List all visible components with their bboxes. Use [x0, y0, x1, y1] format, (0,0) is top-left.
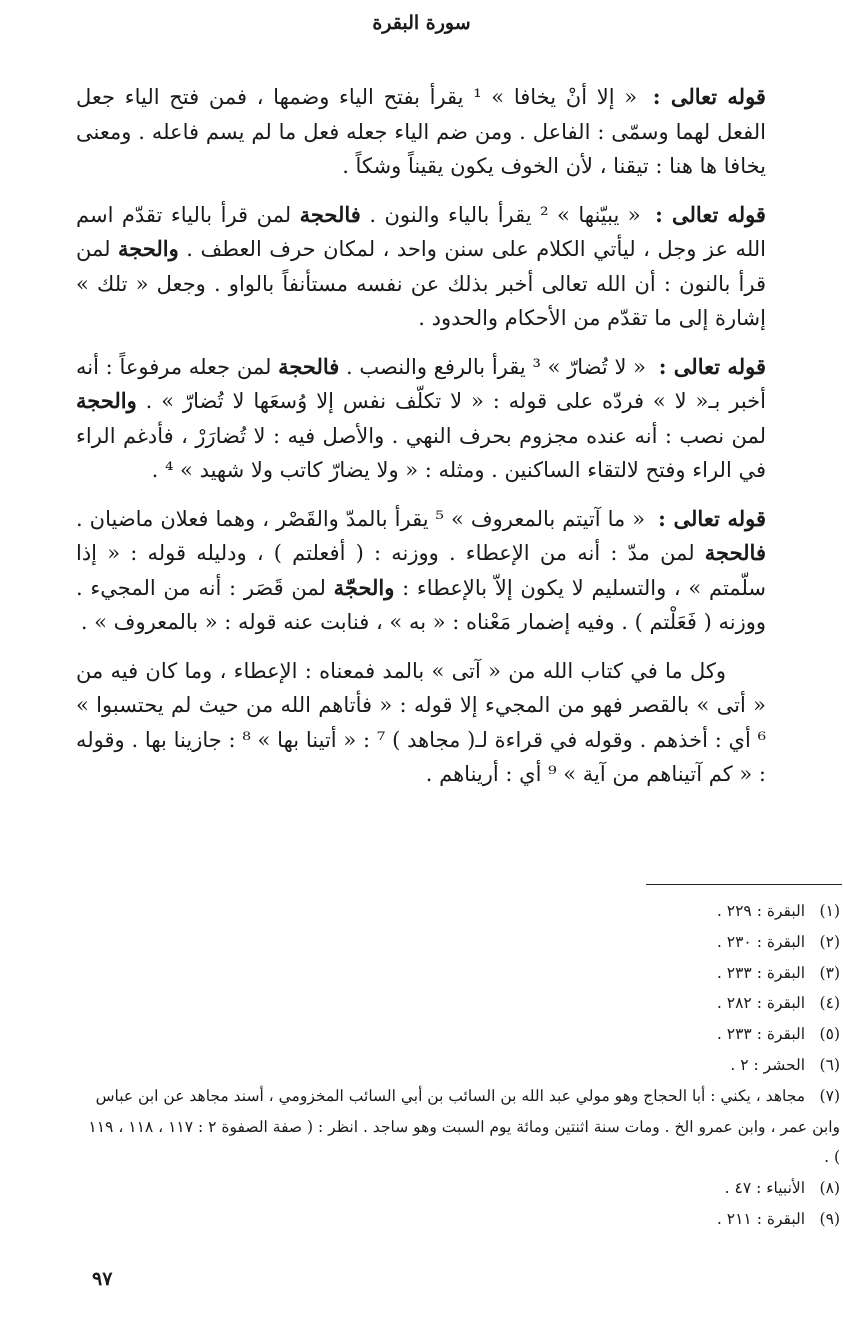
footnote-separator: [646, 884, 842, 885]
paragraph-text: « ما آتيتم بالمعروف » ⁵ يقرأ بالمدّ والقَصْر ، وهما فعلان ماضيان .: [76, 506, 653, 531]
footnote-number: (٩): [819, 1209, 840, 1228]
footnote-text: البقرة : ٢٢٩ .: [716, 902, 806, 920]
footnote: [88, 958, 840, 989]
footnote-number: (١): [819, 902, 840, 920]
paragraph: [76, 80, 766, 184]
footnote-text: الحشر : ٢ .: [730, 1055, 806, 1074]
paragraph-lead: قوله تعالى :: [658, 505, 766, 531]
footnote: [88, 1173, 840, 1204]
footnote-number: (٣): [819, 963, 840, 982]
footnote: [88, 1019, 840, 1050]
paragraph-text: لمن قرأ بالنون : أن الله تعالى أخبر بذلك عن نفسه مستأنفاً بالواو . وجعل « تلك » إشارة إلى ما تقدّم من الأحكام والحدود .: [76, 237, 766, 330]
footnote: [88, 988, 840, 1019]
paragraph-text: لمن قَصَر : أنه من المجيء . ووزنه ( فَعَلْتم ) . وفيه إضمار مَعْناه : « به » ، فنابت عنه قوله : « بالمعروف » .: [76, 575, 766, 634]
page-header-title: سورة البقرة: [372, 12, 471, 34]
paragraph: [76, 502, 766, 640]
footnote: [88, 1204, 840, 1235]
main-text: [76, 80, 766, 806]
footnote-number: (٢): [819, 932, 840, 951]
paragraph-text: لمن قرأ بالياء تقدّم اسم الله عز وجل ، ليأتي الكلام على سنن واحد ، لمكان حرف العطف .: [76, 202, 766, 261]
paragraph-text: لمن جعله مرفوعاً : أنه أخبر بـ« لا » فردّه على قوله : « لا تكلّف نفس إلا وُسعَها لا تُضارّ » .: [76, 354, 766, 413]
keyword: والحجة: [76, 388, 137, 413]
paragraph-lead: قوله تعالى :: [658, 353, 766, 379]
footnote-text: البقرة : ٢٣٣ .: [716, 963, 806, 982]
paragraph-text: لمن نصب : أنه عنده مجزوم بحرف النهي . والأصل فيه : لا تُضارَرْ ، فأدغم الراء في الراء وفتح لالتقاء الساكنين . ومثله : « ولا يضارّ كاتب ولا شهيد » ⁴ .: [76, 423, 766, 482]
footnote-text: البقرة : ٢١١ .: [716, 1209, 806, 1228]
footnote-number: (٨): [819, 1179, 840, 1198]
footnotes: [88, 896, 840, 1235]
keyword: فالحجة: [278, 353, 340, 379]
footnote: [88, 1050, 840, 1081]
footnote-text: البقرة : ٢٨٢ .: [716, 994, 806, 1013]
paragraph-text: وكل ما في كتاب الله من « آتى » بالمد فمعناه : الإعطاء ، وما كان فيه من « أتى » بالقصر فهو من المجيء إلا قوله : « فأتاهم الله من حيث لم يحتسبوا » ⁶ أي : أخذهم . وقوله في قراءة لـ( مجاهد ) ⁷ : « أتينا بها » ⁸ : جازينا بها . وقوله : « كم آتيناهم من آية » ⁹ أي : أريناهم .: [76, 658, 767, 786]
footnote: [88, 927, 840, 958]
keyword: فالحجة: [704, 540, 766, 565]
page-number: ٩٧: [92, 1268, 113, 1290]
keyword: والحجة: [118, 236, 179, 261]
keyword: فالحجة: [299, 201, 361, 227]
footnote-text: البقرة : ٢٣٠ .: [716, 932, 806, 951]
footnote: [88, 896, 840, 927]
paragraph-text: « يبيّنها » ² يقرأ بالياء والنون .: [360, 202, 650, 227]
footnote-number: (٧): [819, 1086, 840, 1105]
footnote-number: (٥): [819, 1025, 840, 1044]
footnote: [88, 1081, 840, 1173]
footnote-text: الأنبياء : ٤٧ .: [724, 1179, 806, 1198]
paragraph-text: « لا تُضارّ » ³ يقرأ بالرفع والنصب .: [339, 354, 653, 379]
keyword: والحجّة: [333, 574, 395, 600]
footnote-number: (٦): [819, 1055, 840, 1074]
paragraph-lead: قوله تعالى :: [652, 84, 766, 109]
footnote-text: البقرة : ٢٣٣ .: [716, 1025, 806, 1044]
footnote-text: مجاهد ، يكني : أبا الحجاج وهو مولي عبد الله بن السائب بن أبي السائب المخزومي ، أسند مجاهد عن ابن عباس وابن عمر ، وابن عمرو الخ . ومات سنة اثنتين ومائة يوم السبت وهو ساجد . انظر : ( صفة الصفوة ٢ : ١١٧ ، ١١٨ ، ١١٩ ) .: [88, 1086, 840, 1167]
footnote-number: (٤): [819, 994, 840, 1013]
paragraph: [76, 198, 766, 336]
paragraph-lead: قوله تعالى :: [655, 201, 766, 227]
paragraph-text: لمن مدّ : أنه من الإعطاء . ووزنه : ( أفعلتم ) ، ودليله قوله : « إذا سلّمتم » ، والتسليم لا يكون إلاّ بالإعطاء :: [76, 541, 766, 600]
paragraph: [76, 350, 766, 488]
paragraph: [76, 654, 766, 792]
paragraph-text: « إلا أنْ يخافا » ¹ يقرأ بفتح الياء وضمها ، فمن فتح الياء جعل الفعل لهما وسمّى : الفاعل . ومن ضم الياء جعله فعل ما لم يسم فاعله . ومعنى يخافا ها هنا : تيقنا ، لأن الخوف يكون يقيناً وشكاً .: [76, 85, 766, 178]
